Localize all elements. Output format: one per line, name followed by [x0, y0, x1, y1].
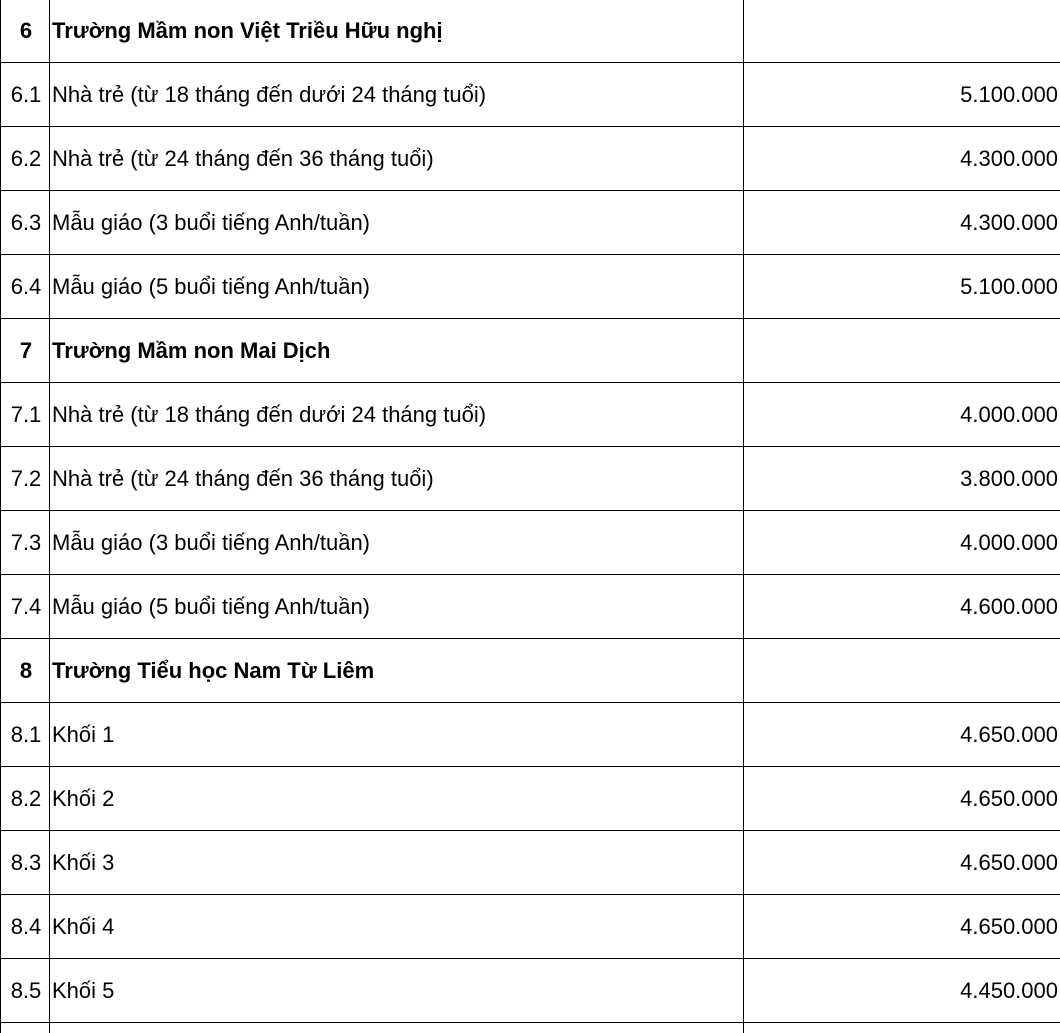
row-number: 8.2 [1, 767, 50, 831]
fee-cell: 4.300.000 [744, 127, 1060, 191]
table-row [1, 447, 1060, 511]
table-row [1, 703, 1060, 767]
item-name: Khối 3 [50, 831, 744, 895]
table-row [1, 895, 1060, 959]
table-row [1, 511, 1060, 575]
fee-cell: 5.100.000 [744, 255, 1060, 319]
row-number: 8.3 [1, 831, 50, 895]
fee-cell: 4.000.000 [744, 383, 1060, 447]
fee-cell [744, 319, 1060, 383]
row-number: 8 [1, 639, 50, 703]
table-row-continuation [1, 1023, 1060, 1033]
row-number: 7 [1, 319, 50, 383]
fee-cell: 4.450.000 [744, 959, 1060, 1023]
school-name: Trường Tiểu học Nam Từ Liêm [50, 639, 744, 703]
table-row [1, 127, 1060, 191]
table-row-section [1, 319, 1060, 383]
continuation-cell [744, 1023, 1060, 1033]
table-row [1, 575, 1060, 639]
row-number: 7.3 [1, 511, 50, 575]
item-name: Mẫu giáo (3 buổi tiếng Anh/tuần) [50, 191, 744, 255]
row-number: 8.1 [1, 703, 50, 767]
item-name: Mẫu giáo (5 buổi tiếng Anh/tuần) [50, 255, 744, 319]
item-name: Mẫu giáo (5 buổi tiếng Anh/tuần) [50, 575, 744, 639]
row-number: 7.1 [1, 383, 50, 447]
table-row-section [1, 0, 1060, 63]
table-row [1, 63, 1060, 127]
item-name: Mẫu giáo (3 buổi tiếng Anh/tuần) [50, 511, 744, 575]
row-number: 7.2 [1, 447, 50, 511]
continuation-cell [50, 1023, 744, 1033]
row-number: 6.3 [1, 191, 50, 255]
row-number: 7.4 [1, 575, 50, 639]
row-number: 8.5 [1, 959, 50, 1023]
table-row-section [1, 639, 1060, 703]
school-name: Trường Mầm non Mai Dịch [50, 319, 744, 383]
item-name: Khối 4 [50, 895, 744, 959]
row-number: 6.1 [1, 63, 50, 127]
table-row [1, 767, 1060, 831]
table-row [1, 255, 1060, 319]
row-number: 6 [1, 0, 50, 63]
table-row [1, 959, 1060, 1023]
fee-cell: 4.650.000 [744, 831, 1060, 895]
fee-cell: 4.300.000 [744, 191, 1060, 255]
item-name: Nhà trẻ (từ 18 tháng đến dưới 24 tháng tuổi) [50, 63, 744, 127]
fee-cell: 4.650.000 [744, 895, 1060, 959]
fee-cell: 4.650.000 [744, 767, 1060, 831]
row-number: 6.2 [1, 127, 50, 191]
item-name: Nhà trẻ (từ 24 tháng đến 36 tháng tuổi) [50, 127, 744, 191]
item-name: Khối 1 [50, 703, 744, 767]
row-number: 8.4 [1, 895, 50, 959]
row-number: 6.4 [1, 255, 50, 319]
continuation-cell [1, 1023, 50, 1033]
fee-cell: 4.000.000 [744, 511, 1060, 575]
school-name: Trường Mầm non Việt Triều Hữu nghị [50, 0, 744, 63]
item-name: Khối 2 [50, 767, 744, 831]
table-row [1, 383, 1060, 447]
table-row [1, 191, 1060, 255]
fee-cell: 3.800.000 [744, 447, 1060, 511]
item-name: Khối 5 [50, 959, 744, 1023]
fee-cell [744, 639, 1060, 703]
item-name: Nhà trẻ (từ 18 tháng đến dưới 24 tháng tuổi) [50, 383, 744, 447]
table-row [1, 831, 1060, 895]
item-name: Nhà trẻ (từ 24 tháng đến 36 tháng tuổi) [50, 447, 744, 511]
fee-cell: 4.600.000 [744, 575, 1060, 639]
fee-cell: 5.100.000 [744, 63, 1060, 127]
fee-cell [744, 0, 1060, 63]
fee-cell: 4.650.000 [744, 703, 1060, 767]
table-body [1, 0, 1060, 1033]
